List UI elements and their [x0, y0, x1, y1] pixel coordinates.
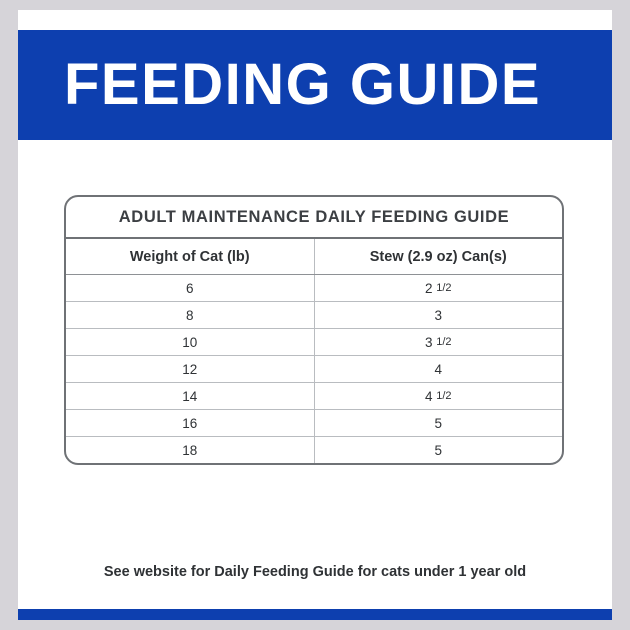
cell-weight: 16	[66, 410, 314, 437]
cell-cans-whole: 5	[434, 415, 442, 431]
cell-cans-whole: 3	[424, 334, 433, 350]
table-row	[66, 275, 562, 302]
cell-cans-whole: 2	[424, 280, 433, 296]
column-header-cans: Stew (2.9 oz) Can(s)	[314, 239, 562, 275]
cell-weight: 12	[66, 356, 314, 383]
table-row	[66, 329, 562, 356]
feeding-guide-table-card	[64, 195, 564, 465]
cell-cans	[314, 356, 562, 383]
page-title: FEEDING GUIDE	[64, 52, 542, 117]
table-body	[66, 275, 562, 464]
feeding-guide-page	[18, 10, 612, 620]
cell-cans-fraction: 1/2	[436, 281, 452, 294]
cell-weight: 8	[66, 302, 314, 329]
cell-cans-whole: 4	[424, 388, 433, 404]
cell-cans	[314, 437, 562, 464]
cell-cans-fraction: 1/2	[436, 389, 452, 402]
table-row	[66, 356, 562, 383]
footer-band	[18, 609, 612, 620]
table-header-row	[66, 239, 562, 275]
footer-note: See website for Daily Feeding Guide for cats under 1 year old	[103, 564, 527, 580]
table-row	[66, 410, 562, 437]
cell-weight: 6	[66, 275, 314, 302]
cell-weight: 14	[66, 383, 314, 410]
cell-cans-fraction: 1/2	[436, 335, 452, 348]
cell-cans	[314, 383, 562, 410]
cell-cans	[314, 410, 562, 437]
cell-cans-whole: 5	[434, 442, 442, 458]
cell-weight: 10	[66, 329, 314, 356]
feeding-guide-table	[66, 239, 562, 463]
cell-cans-whole: 4	[434, 361, 442, 377]
table-row	[66, 437, 562, 464]
table-row	[66, 383, 562, 410]
table-caption: ADULT MAINTENANCE DAILY FEEDING GUIDE	[66, 197, 562, 239]
cell-cans	[314, 302, 562, 329]
cell-weight: 18	[66, 437, 314, 464]
header-band	[18, 30, 612, 140]
cell-cans	[314, 329, 562, 356]
cell-cans	[314, 275, 562, 302]
cell-cans-whole: 3	[434, 307, 442, 323]
column-header-weight: Weight of Cat (lb)	[66, 239, 314, 275]
table-row	[66, 302, 562, 329]
